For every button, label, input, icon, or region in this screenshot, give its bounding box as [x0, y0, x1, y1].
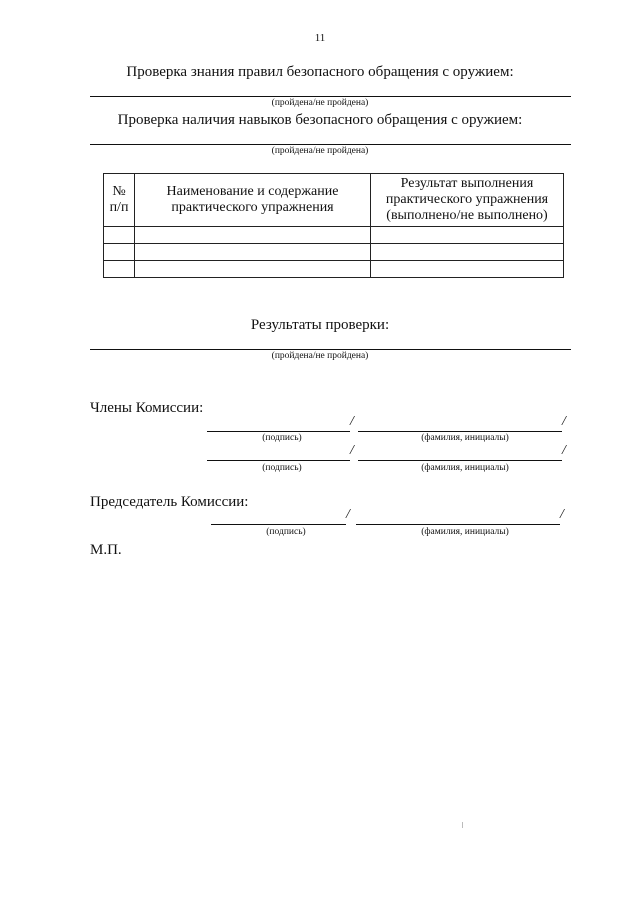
chairman-slash-1: / — [346, 507, 350, 522]
skills-check-line — [90, 144, 571, 145]
table-cell[interactable] — [135, 261, 371, 278]
results-line — [90, 349, 571, 350]
knowledge-check-line — [90, 96, 571, 97]
stamp-place-label: М.П. — [90, 542, 122, 558]
chairman-name-caption: (фамилия, инициалы) — [421, 527, 509, 537]
chairman-signature-caption: (подпись) — [266, 527, 306, 537]
skills-check-title: Проверка наличия навыков безопасного обращения с оружием: — [117, 112, 523, 128]
member-1-name-line[interactable] — [358, 431, 562, 432]
member-2-slash-2: / — [562, 443, 566, 458]
results-caption: (пройдена/не пройдена) — [271, 351, 369, 361]
chairman-slash-2: / — [560, 507, 564, 522]
member-2-name-line[interactable] — [358, 460, 562, 461]
table-header-row — [104, 174, 564, 227]
exercise-table — [103, 173, 564, 278]
member-2-signature-caption: (подпись) — [262, 463, 302, 473]
header-number: № п/п — [104, 174, 135, 227]
page-number: 11 — [314, 32, 326, 44]
member-1-signature-caption: (подпись) — [262, 433, 302, 443]
member-1-slash-2: / — [562, 414, 566, 429]
chairman-label: Председатель Комиссии: — [90, 494, 249, 510]
table-cell[interactable] — [371, 261, 564, 278]
table-row — [104, 227, 564, 244]
member-1-signature-line[interactable] — [207, 431, 350, 432]
member-1-name-caption: (фамилия, инициалы) — [421, 433, 509, 443]
member-2-signature-line[interactable] — [207, 460, 350, 461]
members-label: Члены Комиссии: — [90, 400, 204, 416]
table-cell[interactable] — [104, 244, 135, 261]
member-2-slash-1: / — [350, 443, 354, 458]
table-cell[interactable] — [135, 244, 371, 261]
member-1-slash-1: / — [350, 414, 354, 429]
table-row — [104, 261, 564, 278]
knowledge-check-caption: (пройдена/не пройдена) — [271, 98, 369, 108]
header-exercise-name: Наименование и содержание практического упражнения — [135, 174, 371, 227]
table-cell[interactable] — [371, 227, 564, 244]
skills-check-caption: (пройдена/не пройдена) — [271, 146, 369, 156]
table-row — [104, 244, 564, 261]
header-exercise-result: Результат выполнения практического упражнения (выполнено/не выполнено) — [371, 174, 564, 227]
scan-artifact — [462, 822, 463, 828]
table-cell[interactable] — [104, 227, 135, 244]
chairman-signature-line[interactable] — [211, 524, 346, 525]
results-title: Результаты проверки: — [250, 317, 390, 333]
chairman-name-line[interactable] — [356, 524, 560, 525]
knowledge-check-title: Проверка знания правил безопасного обращения с оружием: — [126, 64, 514, 80]
table-cell[interactable] — [104, 261, 135, 278]
table-cell[interactable] — [371, 244, 564, 261]
table-cell[interactable] — [135, 227, 371, 244]
member-2-name-caption: (фамилия, инициалы) — [421, 463, 509, 473]
